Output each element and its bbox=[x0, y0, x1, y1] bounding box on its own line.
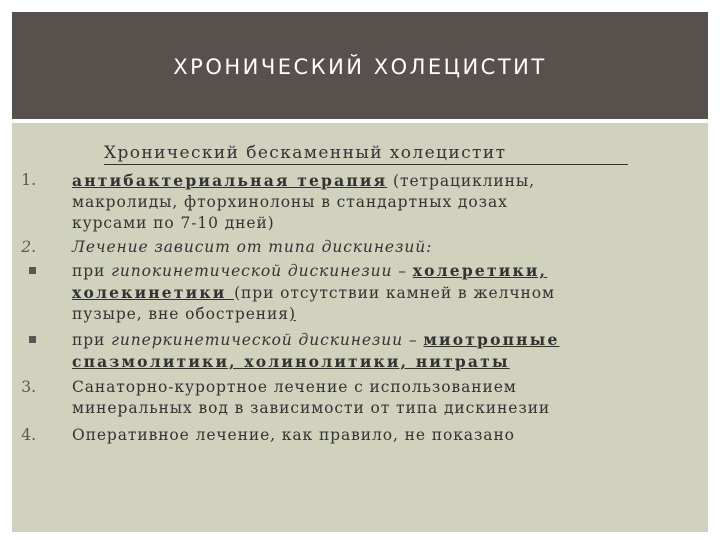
dyskinesia-type: гиперкинетической дискинезии bbox=[111, 331, 404, 349]
list-item-text bbox=[72, 425, 652, 446]
drug-class: холеретики, bbox=[412, 261, 548, 280]
square-bullet-icon bbox=[29, 267, 36, 274]
dyskinesia-type: гипокинетической дискинезии bbox=[111, 262, 393, 280]
list-item-text bbox=[72, 237, 652, 258]
drug-class: холекинетики bbox=[72, 283, 235, 302]
list-number: 1. bbox=[21, 171, 36, 189]
text-span: – bbox=[392, 262, 413, 280]
title-bar bbox=[12, 12, 708, 119]
list-number: 3. bbox=[21, 378, 36, 396]
content-area bbox=[12, 123, 708, 532]
square-bullet-icon bbox=[29, 336, 36, 343]
section-subtitle: Хронический бескаменный холецистит bbox=[104, 142, 628, 165]
text-line: макролиды, фторхинолоны в стандартных дозах bbox=[72, 193, 508, 211]
text-span: пузыре, вне обострения bbox=[72, 305, 289, 323]
list-item-text bbox=[72, 329, 652, 373]
text-line: курсами по 7-10 дней) bbox=[72, 214, 275, 232]
text-span: (тетрациклины, bbox=[387, 172, 535, 190]
text-line: Лечение зависит от типа дискинезий: bbox=[72, 238, 433, 256]
list-item-text bbox=[72, 170, 652, 234]
text-line: Оперативное лечение, как правило, не показано bbox=[72, 426, 515, 444]
list-number: 4. bbox=[21, 426, 36, 444]
text-span: ) bbox=[288, 305, 296, 323]
slide-title: ХРОНИЧЕСКИЙ ХОЛЕЦИСТИТ bbox=[173, 54, 547, 79]
therapy-term: антибактериальная терапия bbox=[72, 171, 388, 190]
list-item-text bbox=[72, 260, 652, 325]
text-span: – bbox=[403, 331, 424, 349]
list-item-text bbox=[72, 377, 652, 419]
text-line: минеральных вод в зависимости от типа дискинезии bbox=[72, 399, 551, 417]
text-line: Санаторно-курортное лечение с использованием bbox=[72, 378, 517, 396]
drug-class: миотропные bbox=[423, 330, 560, 349]
text-span: (при отсутствии камней в желчном bbox=[234, 284, 555, 302]
list-number: 2. bbox=[21, 238, 36, 256]
text-span: при bbox=[72, 331, 112, 349]
drug-class: спазмолитики, холинолитики, нитраты bbox=[72, 352, 510, 371]
text-span: при bbox=[72, 262, 112, 280]
